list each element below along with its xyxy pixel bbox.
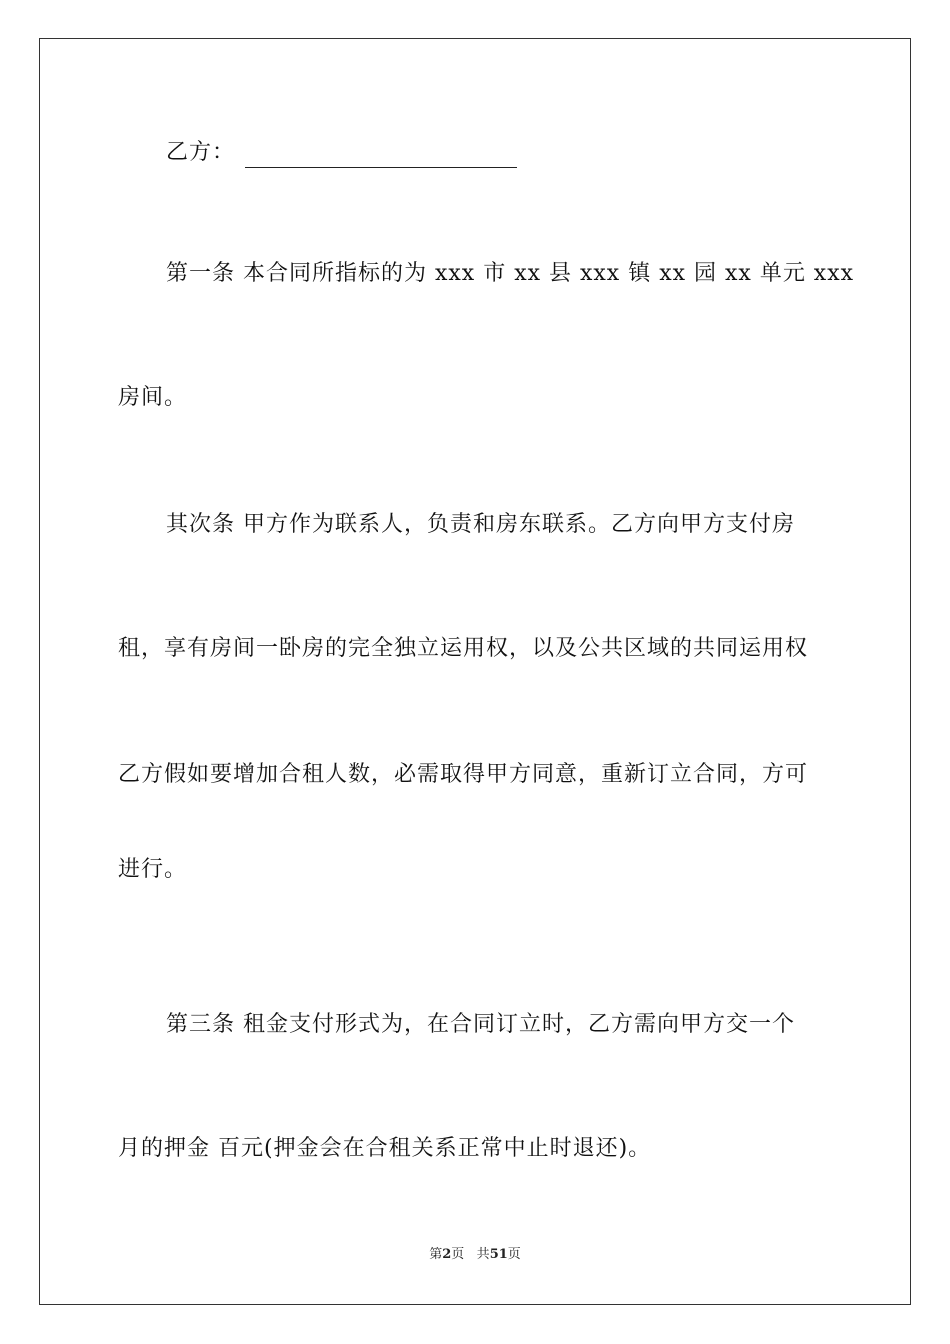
footer-total-suffix: 页 bbox=[507, 1247, 521, 1262]
footer-total-prefix: 共 bbox=[476, 1247, 490, 1262]
article-2-line-1: 其次条 甲方作为联系人，负责和房东联系。乙方向甲方支付房 bbox=[166, 512, 795, 537]
page-border bbox=[39, 38, 911, 1305]
footer-total-pages: 51 bbox=[489, 1247, 508, 1262]
footer-page-prefix: 第 bbox=[429, 1247, 443, 1262]
party-b-label: 乙方： bbox=[166, 140, 236, 165]
signature-blank bbox=[245, 145, 517, 168]
article-2-line-4: 进行。 bbox=[118, 857, 188, 882]
footer-page-suffix: 页 bbox=[451, 1247, 465, 1262]
article-2-line-2: 租，享有房间一卧房的完全独立运用权，以及公共区域的共同运用权 bbox=[118, 636, 809, 661]
footer-page-number: 2 bbox=[442, 1247, 452, 1262]
article-2-line-3: 乙方假如要增加合租人数，必需取得甲方同意，重新订立合同，方可 bbox=[118, 762, 809, 787]
article-1-line-1: 第一条 本合同所指标的为 xxx 市 xx 县 xxx 镇 xx 园 xx 单元 xxx bbox=[166, 261, 855, 286]
party-b-signature-line bbox=[166, 138, 517, 168]
article-1-line-2: 房间。 bbox=[118, 385, 188, 410]
article-3-line-1: 第三条 租金支付形式为，在合同订立时，乙方需向甲方交一个 bbox=[166, 1012, 795, 1037]
page-footer bbox=[0, 1246, 950, 1264]
article-3-line-2: 月的押金 百元(押金会在合租关系正常中止时退还)。 bbox=[118, 1136, 652, 1161]
